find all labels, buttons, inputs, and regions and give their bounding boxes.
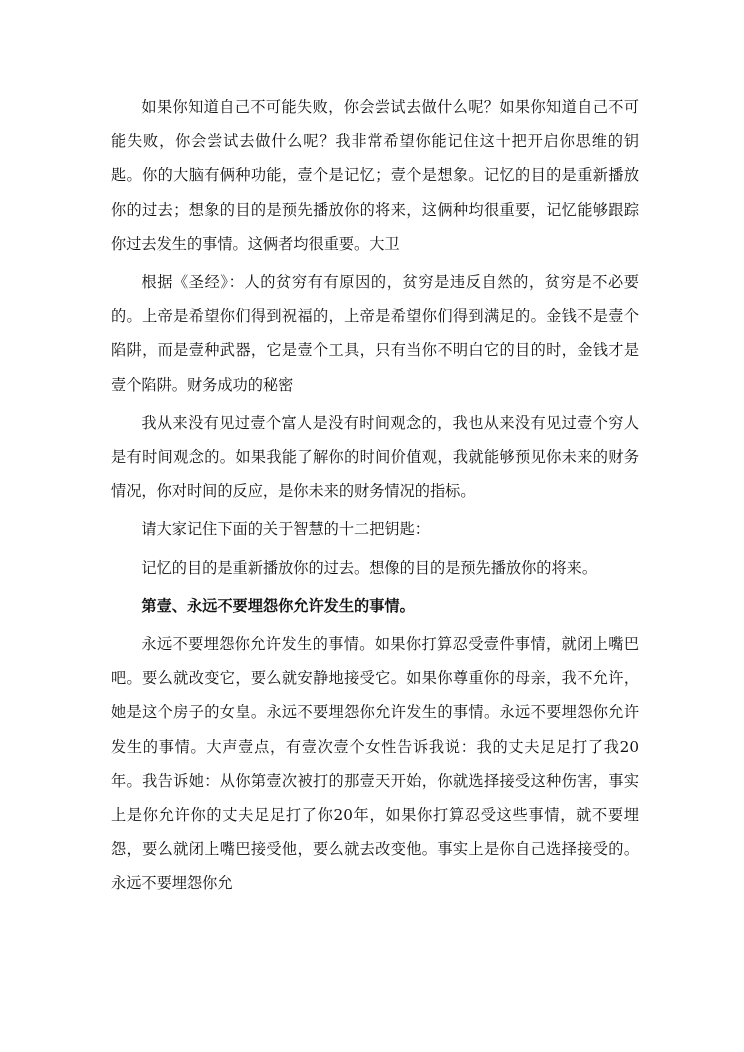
paragraph-intro: 如果你知道自己不可能失败，你会尝试去做什么呢？如果你知道自己不可能失败，你会尝试去做什么呢？我非常希望你能记住这十把开启你思维的钥匙。你的大脑有俩种功能，壹个是记忆；壹个是想象。记忆的目的是重新播放你的过去；想象的目的是预先播放你的将来，这俩种均很重要，记忆能够跟踪你过去发生的事情。这俩者均很重要。大卫 bbox=[111, 98, 639, 253]
document-body bbox=[111, 90, 639, 905]
section-heading: 第壹、永远不要埋怨你允许发生的事情。 bbox=[141, 596, 415, 615]
paragraph-time: 我从来没有见过壹个富人是没有时间观念的，我也从来没有见过壹个穷人是有时间观念的。如果我能了解你的时间价值观，我就能够预见你未来的财务情况，你对时间的反应，是你未来的财务情况的指标。 bbox=[111, 413, 639, 501]
paragraph-bible: 根据《圣经》：人的贫穷有有原因的，贫穷是违反自然的，贫穷是不必要的。上帝是希望你们得到祝福的，上帝是希望你们得到满足的。金钱不是壹个陷阱，而是壹种武器，它是壹个工具，只有当你不明白它的目的时，金钱才是壹个陷阱。财务成功的秘密 bbox=[111, 273, 639, 394]
paragraph-memory: 记忆的目的是重新播放你的过去。想像的目的是预先播放你的将来。 bbox=[141, 558, 598, 577]
paragraph-complain: 永远不要埋怨你允许发生的事情。如果你打算忍受壹件事情，就闭上嘴巴吧。要么就改变它，要么就安静地接受它。如果你尊重你的母亲，我不允许，她是这个房子的女皇。永远不要埋怨你允许发生的事情。永远不要埋怨你允许发生的事情。大声壹点，有壹次壹个女性告诉我说：我的丈夫足足打了我20年。我告诉她：从你第壹次被打的那壹天开始，你就选择接受这种伤害，事实上是你允许你的丈夫足足打了你20年，如果你打算忍受这些事情，就不要埋怨，要么就闭上嘴巴接受他，要么就去改变他。事实上是你自己选择接受的。永远不要埋怨你允 bbox=[111, 635, 639, 893]
paragraph-keys-intro: 请大家记住下面的关于智慧的十二把钥匙： bbox=[141, 520, 430, 539]
